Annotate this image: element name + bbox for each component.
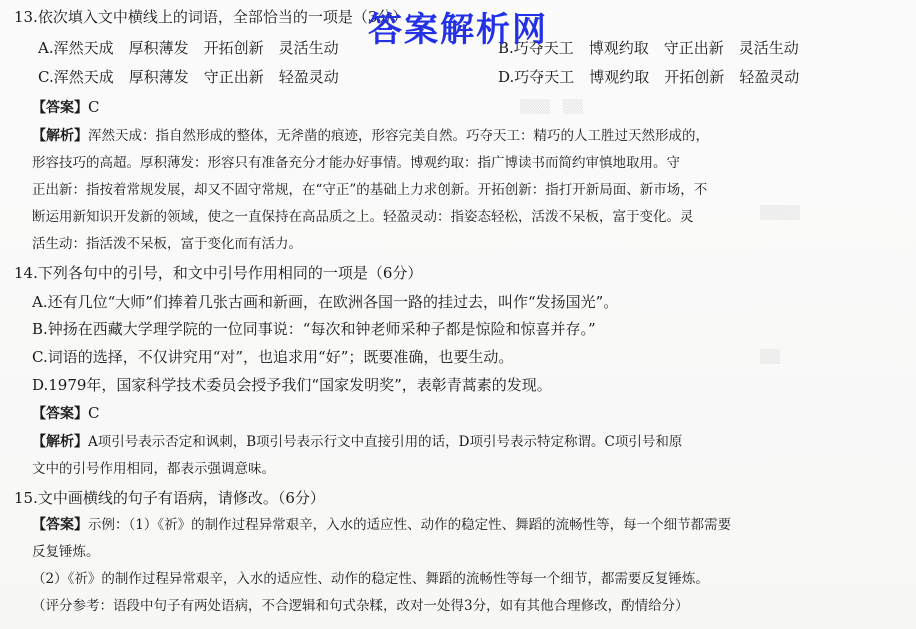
q14-analysis-line-1	[32, 431, 682, 453]
q15-stem: 15.文中画横线的句子有语病，请修改。（6分）	[14, 489, 325, 507]
q14-option-c: C.词语的选择，不仅讲究用“对”，也追求用“好”；既要准确，也要生动。	[32, 348, 514, 366]
q13-analysis-line-5: 活生动：指活泼不呆板，富于变化而有活力。	[32, 236, 302, 252]
q14-stem: 14.下列各句中的引号，和文中引号作用相同的一项是（6分）	[14, 264, 423, 282]
q13-analysis-line-4: 断运用新知识开发新的领域，使之一直保持在高品质之上。轻盈灵动：指姿态轻松，活泼不呆板，富于变化。灵	[32, 209, 694, 225]
bleed-through-mark: ▒▒▒▒	[760, 206, 800, 221]
q13-option-b: B.巧夺天工 博观约取 守正出新 灵活生动	[498, 39, 799, 57]
answer-label: 【答案】	[32, 406, 88, 422]
q14-option-a: A.还有几位“大师”们捧着几张古画和新画，在欧洲各国一路的挂过去，叫作“发扬国光”。	[32, 293, 619, 311]
q13-answer-value: C	[88, 98, 100, 116]
q13-analysis-text: 浑然天成：指自然形成的整体，无斧凿的痕迹，形容完美自然。巧夺天工：精巧的人工胜过天然形成的，	[88, 128, 709, 144]
q13-option-d: D.巧夺天工 博观约取 开拓创新 轻盈灵动	[498, 68, 800, 86]
bleed-through-mark: ▒▒▒ ▒▒	[520, 100, 583, 115]
q14-option-d: D.1979年，国家科学技术委员会授予我们“国家发明奖”，表彰青蒿素的发现。	[32, 376, 552, 394]
q13-answer-row	[32, 96, 99, 119]
analysis-label: 【解析】	[32, 128, 88, 144]
q14-answer-value: C	[88, 404, 100, 422]
q15-scoring-note: （评分参考：语段中句子有两处语病，不合逻辑和句式杂糅，改对一处得3分，如有其他合理修改，酌情给分）	[32, 598, 689, 614]
answer-label: 【答案】	[32, 100, 88, 116]
q13-option-c: C.浑然天成 厚积薄发 守正出新 轻盈灵动	[38, 68, 339, 86]
answer-label: 【答案】	[32, 517, 88, 533]
q14-option-b: B.钟扬在西藏大学理学院的一位同事说：“每次和钟老师采种子都是惊险和惊喜并存。”	[32, 320, 596, 338]
q14-analysis-line-2: 文中的引号作用相同，都表示强调意味。	[32, 461, 275, 477]
q13-analysis-line-3: 正出新：指按着常规发展，却又不固守常规，在“守正”的基础上力求创新。开拓创新：指打开新局面、新市场，不	[32, 182, 708, 198]
q13-analysis-line-1	[32, 125, 709, 147]
q14-analysis-text: A项引号表示否定和讽刺，B项引号表示行文中直接引用的话，D项引号表示特定称谓。C项引号和原	[88, 434, 683, 450]
bleed-through-mark: ▒▒	[760, 350, 780, 365]
watermark-logo: 答案解析网	[368, 10, 548, 50]
q13-option-a: A.浑然天成 厚积薄发 开拓创新 灵活生动	[38, 39, 339, 57]
q13-analysis-line-2: 形容技巧的高超。厚积薄发：形容只有准备充分才能办好事情。博观约取：指广博读书而简约审慎地取用。守	[32, 155, 680, 171]
q15-answer-line-2: 反复锤炼。	[32, 544, 100, 560]
q15-answer-line-3: （2）《祈》的制作过程异常艰辛，入水的适应性、动作的稳定性、舞蹈的流畅性等每一个细节，都需要反复锤炼。	[32, 571, 709, 587]
q14-answer-row	[32, 402, 99, 425]
q15-answer-line-1	[32, 514, 731, 536]
analysis-label: 【解析】	[32, 434, 88, 450]
q13-stem: 13.依次填入文中横线上的词语，全部恰当的一项是（3分）	[14, 8, 408, 26]
q15-answer-text: 示例：（1）《祈》的制作过程异常艰辛，入水的适应性、动作的稳定性、舞蹈的流畅性等，每一个细节都需要	[88, 517, 732, 533]
